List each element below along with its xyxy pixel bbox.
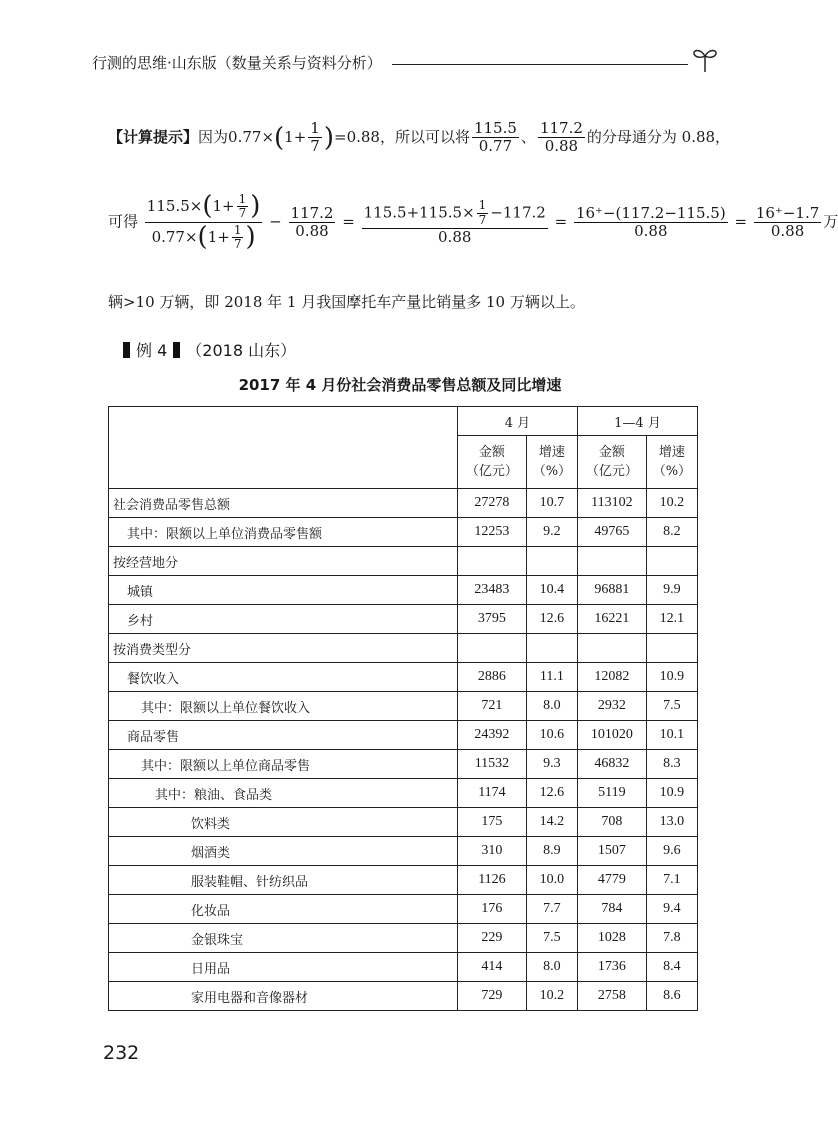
formula-fraction-b: $\frac{117.2}{0.88}$ <box>290 203 334 240</box>
amount-cell: 49765 <box>577 518 646 547</box>
amount-cell <box>458 547 527 576</box>
amount-cell: 1126 <box>458 866 527 895</box>
retail-sales-table <box>108 406 698 1011</box>
example-heading <box>117 338 296 361</box>
example-label: 例 4 <box>136 341 168 360</box>
growth-cell: 10.2 <box>526 982 577 1011</box>
hint-one-plus: 1+ <box>284 127 307 146</box>
formula-fraction-e: $\frac{16^+-1.7}{0.88}$ <box>755 203 820 240</box>
hint-because: 因为 <box>198 127 229 146</box>
growth-cell <box>526 634 577 663</box>
table-row <box>109 837 698 866</box>
row-label: 城镇 <box>109 576 458 605</box>
amount-cell: 12082 <box>577 663 646 692</box>
amount-cell: 101020 <box>577 721 646 750</box>
row-label: 家用电器和音像器材 <box>109 982 458 1011</box>
amount-cell: 2886 <box>458 663 527 692</box>
table-header-row-periods <box>109 407 698 436</box>
col-header-amount: 金额 （亿元） <box>577 436 646 489</box>
table-row <box>109 953 698 982</box>
growth-cell: 9.2 <box>526 518 577 547</box>
hint-fraction-a: $\frac{115.5}{0.77}$ <box>473 119 517 156</box>
formula-lead: 可得 <box>108 212 139 231</box>
growth-cell: 8.4 <box>646 953 697 982</box>
hint-coef: 0.77 <box>228 127 262 146</box>
amount-cell: 3795 <box>458 605 527 634</box>
growth-cell: 12.6 <box>526 779 577 808</box>
amount-cell: 24392 <box>458 721 527 750</box>
amount-cell: 96881 <box>577 576 646 605</box>
example-source: （2018 山东） <box>186 341 297 360</box>
amount-cell <box>577 547 646 576</box>
growth-cell: 12.6 <box>526 605 577 634</box>
growth-cell: 10.4 <box>526 576 577 605</box>
table-row <box>109 750 698 779</box>
growth-cell: 8.0 <box>526 953 577 982</box>
table-row <box>109 924 698 953</box>
row-label: 化妆品 <box>109 895 458 924</box>
growth-cell: 10.6 <box>526 721 577 750</box>
amount-cell <box>458 634 527 663</box>
calc-hint: 【计算提示】因为0.77×(1+ $\frac{1}{7}$ )=0.88，所以可以将 $\frac{115.5}{0.77}$ 、 $\frac{117.2}{0.88}$ 的分母通分为 0.88， <box>108 119 731 156</box>
col-header-amount: 金额 （亿元） <box>458 436 527 489</box>
growth-cell: 10.0 <box>526 866 577 895</box>
growth-cell: 10.7 <box>526 489 577 518</box>
formula-unit: 万 <box>823 212 838 231</box>
hint-tail: 的分母通分为 0.88， <box>586 127 731 146</box>
amount-cell: 1507 <box>577 837 646 866</box>
amount-cell: 16221 <box>577 605 646 634</box>
row-label: 其中：粮油、食品类 <box>109 779 458 808</box>
growth-cell: 12.1 <box>646 605 697 634</box>
table-row <box>109 721 698 750</box>
growth-cell: 7.5 <box>646 692 697 721</box>
table-title: 2017 年 4 月份社会消费品零售总额及同比增速 <box>238 376 562 394</box>
growth-cell <box>646 634 697 663</box>
row-label: 餐饮收入 <box>109 663 458 692</box>
row-label: 其中：限额以上单位商品零售 <box>109 750 458 779</box>
table-row <box>109 576 698 605</box>
hint-fraction-b: $\frac{117.2}{0.88}$ <box>539 119 583 156</box>
amount-cell: 4779 <box>577 866 646 895</box>
hint-fraction-seventh: $\frac{1}{7}$ <box>310 119 320 156</box>
amount-cell: 175 <box>458 808 527 837</box>
amount-cell: 414 <box>458 953 527 982</box>
growth-cell: 11.1 <box>526 663 577 692</box>
formula-eq-3: = <box>734 212 748 231</box>
growth-cell <box>526 547 577 576</box>
table-row <box>109 663 698 692</box>
table-row <box>109 489 698 518</box>
growth-cell: 7.1 <box>646 866 697 895</box>
growth-cell: 8.3 <box>646 750 697 779</box>
growth-cell <box>646 547 697 576</box>
period-header-jan-apr: 1—4 月 <box>577 407 697 436</box>
hint-times: × <box>261 127 275 146</box>
growth-cell: 10.2 <box>646 489 697 518</box>
growth-cell: 7.5 <box>526 924 577 953</box>
running-header <box>92 44 732 74</box>
amount-cell: 2932 <box>577 692 646 721</box>
amount-cell: 12253 <box>458 518 527 547</box>
header-corner-cell <box>109 407 458 489</box>
col-header-growth: 增速 （%） <box>526 436 577 489</box>
amount-cell: 27278 <box>458 489 527 518</box>
table-row <box>109 808 698 837</box>
amount-cell <box>577 634 646 663</box>
row-label: 金银珠宝 <box>109 924 458 953</box>
header-title: 行测的思维·山东版（数量关系与资料分析） <box>92 54 382 72</box>
amount-cell: 729 <box>458 982 527 1011</box>
amount-cell: 5119 <box>577 779 646 808</box>
formula-fraction-c: 115.5+115.5× $\frac{1}{7}$ −117.2 0.88 <box>363 197 546 246</box>
amount-cell: 23483 <box>458 576 527 605</box>
table-row <box>109 866 698 895</box>
hint-tag: 【计算提示】 <box>108 127 199 146</box>
table-row <box>109 518 698 547</box>
growth-cell: 9.9 <box>646 576 697 605</box>
row-label: 社会消费品零售总额 <box>109 489 458 518</box>
example-marker-right <box>173 342 180 358</box>
table-row <box>109 895 698 924</box>
row-label: 按经营地分 <box>109 547 458 576</box>
growth-cell: 9.4 <box>646 895 697 924</box>
amount-cell: 113102 <box>577 489 646 518</box>
hint-sep: 、 <box>520 127 536 146</box>
table-row <box>109 605 698 634</box>
amount-cell: 2758 <box>577 982 646 1011</box>
table-row <box>109 779 698 808</box>
growth-cell: 7.8 <box>646 924 697 953</box>
growth-cell: 13.0 <box>646 808 697 837</box>
growth-cell: 10.1 <box>646 721 697 750</box>
row-label: 商品零售 <box>109 721 458 750</box>
conclusion-text: 辆>10 万辆，即 2018 年 1 月我国摩托车产量比销量多 10 万辆以上。 <box>108 293 585 311</box>
growth-cell: 9.3 <box>526 750 577 779</box>
amount-cell: 1028 <box>577 924 646 953</box>
row-label: 其中：限额以上单位餐饮收入 <box>109 692 458 721</box>
row-label: 日用品 <box>109 953 458 982</box>
growth-cell: 9.6 <box>646 837 697 866</box>
growth-cell: 10.9 <box>646 663 697 692</box>
growth-cell: 10.9 <box>646 779 697 808</box>
header-rule <box>392 64 688 65</box>
amount-cell: 11532 <box>458 750 527 779</box>
formula-fraction-d: $\frac{16^+-(117.2-115.5)}{0.88}$ <box>575 203 726 240</box>
amount-cell: 229 <box>458 924 527 953</box>
amount-cell: 310 <box>458 837 527 866</box>
amount-cell: 46832 <box>577 750 646 779</box>
row-label: 其中：限额以上单位消费品零售额 <box>109 518 458 547</box>
page-number: 232 <box>103 1042 140 1064</box>
table-row <box>109 692 698 721</box>
table-row <box>109 982 698 1011</box>
formula-eq-1: = <box>342 212 355 231</box>
period-header-april: 4 月 <box>458 407 578 436</box>
row-label: 服装鞋帽、针纺织品 <box>109 866 458 895</box>
growth-cell: 7.7 <box>526 895 577 924</box>
amount-cell: 721 <box>458 692 527 721</box>
amount-cell: 176 <box>458 895 527 924</box>
growth-cell: 14.2 <box>526 808 577 837</box>
row-label: 烟酒类 <box>109 837 458 866</box>
col-header-growth: 增速 （%） <box>646 436 697 489</box>
row-label: 乡村 <box>109 605 458 634</box>
row-label: 按消费类型分 <box>109 634 458 663</box>
row-label: 饮料类 <box>109 808 458 837</box>
formula-minus: − <box>269 212 282 231</box>
amount-cell: 1174 <box>458 779 527 808</box>
formula-fraction-a: 115.5×(1+ $\frac{1}{7}$ ) 0.77×(1+ $\frac{1}{7}$ ) <box>146 191 261 252</box>
amount-cell: 708 <box>577 808 646 837</box>
formula-eq-2: = <box>554 212 568 231</box>
table-row <box>109 634 698 663</box>
hint-result: =0.88，所以可以将 <box>334 127 470 146</box>
growth-cell: 8.2 <box>646 518 697 547</box>
example-marker-left <box>123 342 130 358</box>
growth-cell: 8.0 <box>526 692 577 721</box>
growth-cell: 8.9 <box>526 837 577 866</box>
table-row <box>109 547 698 576</box>
amount-cell: 784 <box>577 895 646 924</box>
growth-cell: 8.6 <box>646 982 697 1011</box>
amount-cell: 1736 <box>577 953 646 982</box>
sprout-icon <box>690 44 720 74</box>
derivation-formula <box>108 192 838 253</box>
